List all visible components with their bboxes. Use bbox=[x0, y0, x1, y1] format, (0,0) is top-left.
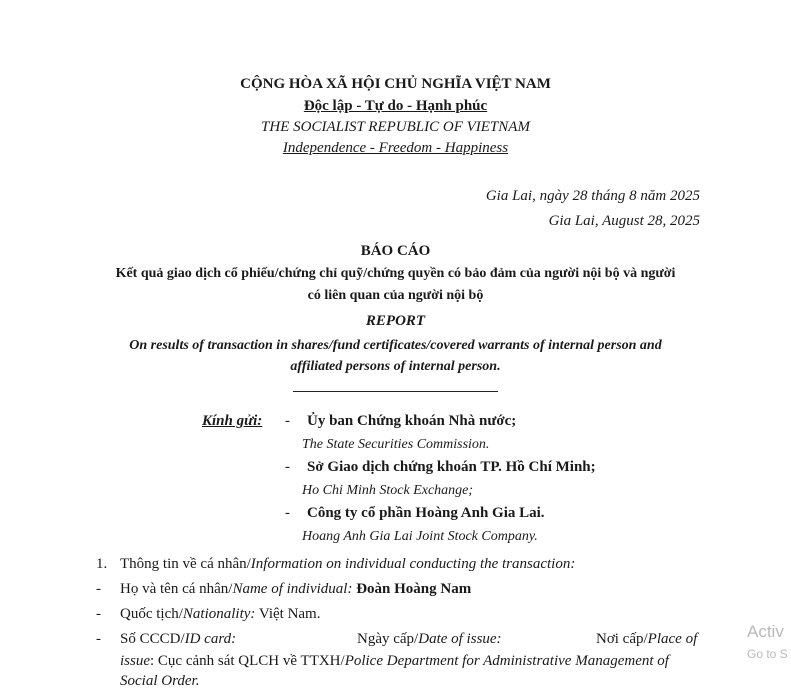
recipient-1-en: The State Securities Commission. bbox=[302, 437, 490, 452]
field-bullet: - bbox=[96, 631, 101, 647]
issue-place-line-2: Social Order. bbox=[120, 673, 200, 689]
field-bullet: - bbox=[96, 581, 101, 597]
report-subtitle-en-line2: affiliated persons of internal person. bbox=[290, 359, 501, 374]
motto-vn: Độc lập - Tự do - Hạnh phúc bbox=[303, 98, 488, 114]
country-name-vn: CỘNG HÒA XÃ HỘI CHỦ NGHĨA VIỆT NAM bbox=[240, 76, 551, 92]
date-vn: Gia Lai, ngày 28 tháng 8 năm 2025 bbox=[485, 188, 700, 204]
field-bullet: - bbox=[96, 606, 101, 622]
activation-watermark-line1: Activ bbox=[747, 622, 784, 641]
activation-watermark-line2: Go to S bbox=[747, 647, 788, 661]
nationality-value: Việt Nam. bbox=[258, 606, 321, 622]
country-name-en: THE SOCIALIST REPUBLIC OF VIETNAM bbox=[261, 119, 530, 135]
recipient-2-en: Ho Chi Minh Stock Exchange; bbox=[302, 483, 474, 498]
recipient-3-en: Hoang Anh Gia Lai Joint Stock Company. bbox=[302, 529, 538, 544]
recipient-2-vn: Sở Giao dịch chứng khoán TP. Hồ Chí Minh; bbox=[307, 459, 596, 475]
recipients-label: Kính gửi: bbox=[202, 413, 263, 429]
report-subtitle-vn-line2: có liên quan của người nội bộ bbox=[307, 288, 484, 303]
section-1-title: Thông tin về cá nhân/Information on individual conducting the transaction: bbox=[120, 556, 576, 572]
title-divider bbox=[293, 391, 498, 392]
report-subtitle-en-line1: On results of transaction in shares/fund certificates/covered warrants of internal person and bbox=[129, 338, 662, 353]
recipient-bullet: - bbox=[285, 459, 290, 475]
field-date-of-issue: Ngày cấp/Date of issue: bbox=[357, 631, 502, 647]
date-en: Gia Lai, August 28, 2025 bbox=[548, 213, 700, 229]
field-id-card: Số CCCD/ID card: bbox=[120, 631, 237, 647]
field-nationality: Quốc tịch/Nationality: Việt Nam. bbox=[120, 606, 321, 622]
report-title-vn: BÁO CÁO bbox=[360, 243, 431, 259]
recipient-bullet: - bbox=[285, 505, 290, 521]
recipient-1-vn: Ủy ban Chứng khoán Nhà nước; bbox=[307, 413, 517, 429]
section-1-number: 1. bbox=[96, 556, 108, 572]
issue-place-line: issue: Cục cảnh sát QLCH về TTXH/Police Department for Administrative Management of bbox=[120, 653, 669, 669]
report-title-en: REPORT bbox=[365, 313, 426, 329]
individual-name: Đoàn Hoàng Nam bbox=[356, 581, 472, 597]
motto-en: Independence - Freedom - Happiness bbox=[282, 140, 509, 156]
recipient-bullet: - bbox=[285, 413, 290, 429]
recipient-3-vn: Công ty cổ phần Hoàng Anh Gia Lai. bbox=[307, 505, 545, 521]
field-place-of-issue: Nơi cấp/Place of bbox=[596, 631, 698, 647]
report-subtitle-vn-line1: Kết quả giao dịch cổ phiếu/chứng chỉ quỹ/chứng quyền có bảo đảm của người nội bộ và người bbox=[115, 266, 676, 281]
field-name: Họ và tên cá nhân/Name of individual: Đoàn Hoàng Nam bbox=[120, 581, 472, 597]
